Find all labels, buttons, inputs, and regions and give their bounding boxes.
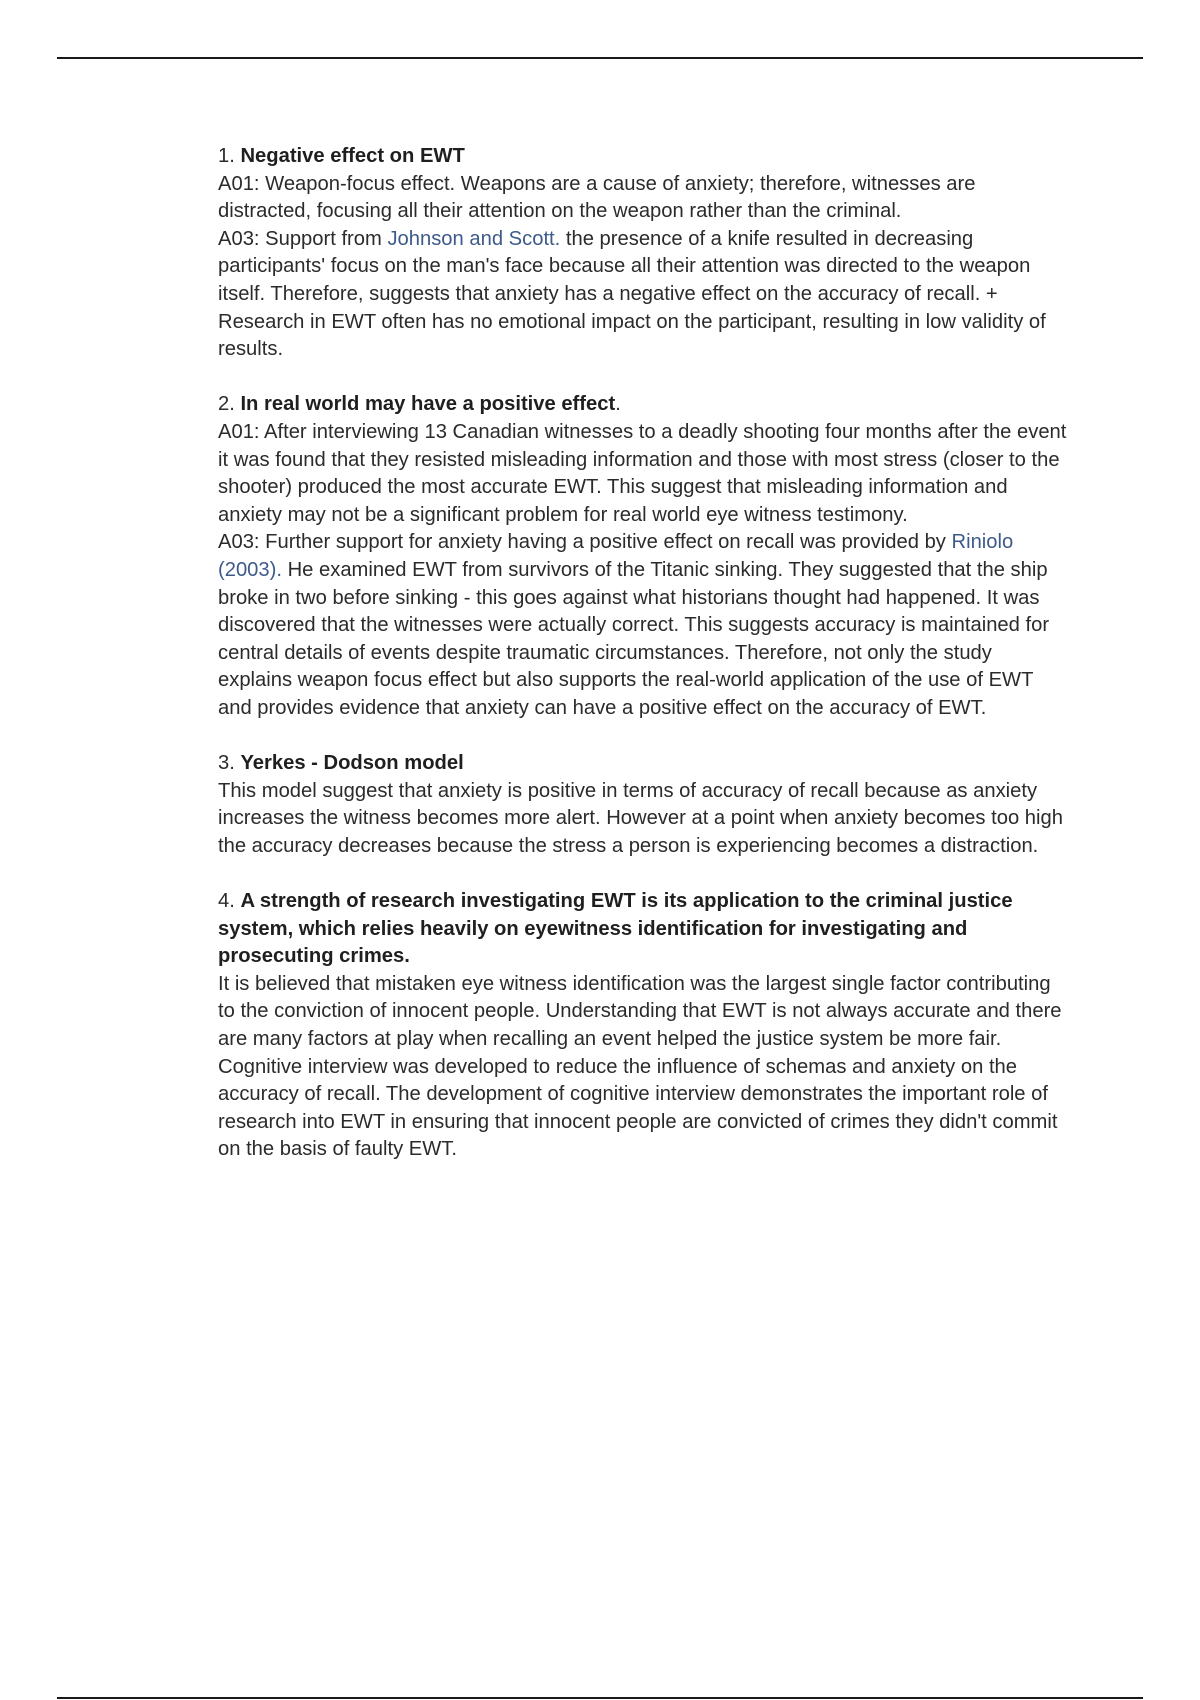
paragraph-text: A03: Support from xyxy=(218,227,388,250)
section-number: 1. xyxy=(218,145,235,167)
section-number: 3. xyxy=(218,752,235,775)
section-yerkes-dodson xyxy=(218,750,1068,860)
section-number: 4. xyxy=(218,890,235,913)
top-rule xyxy=(57,57,1143,59)
paragraph-ao1: A01: Weapon-focus effect. Weapons are a cause of anxiety; therefore, witnesses are distracted, focusing all their attention on the weapon rather than the criminal. xyxy=(218,172,976,223)
section-title: In real world may have a positive effect xyxy=(240,393,616,416)
citation-link-johnson-scott[interactable]: Johnson and Scott. xyxy=(387,227,561,250)
section-positive-effect xyxy=(218,391,1068,722)
section-negative-effect xyxy=(218,143,1068,364)
section-heading xyxy=(218,888,1068,971)
paragraph-ao3 xyxy=(218,529,1068,722)
section-heading xyxy=(218,750,1068,778)
paragraph-text: the presence of a knife resulted in decreasing participants' focus on the man's face because all their attention was directed to the weapon itself. Therefore, suggests that anxiety has a negative effect on the accuracy of recall. + Research in EWT often has no emotional impact on the participant, resulting in low validity of results. xyxy=(218,227,1046,361)
section-heading xyxy=(218,391,1068,419)
section-title: Negative effect on EWT xyxy=(240,145,465,167)
section-heading xyxy=(218,143,1068,171)
section-title: A strength of research investigating EWT is its application to the criminal justice system, which relies heavily on eyewitness identification for investigating and prosecuting crimes. xyxy=(218,890,1013,968)
paragraph-ao1: A01: After interviewing 13 Canadian witnesses to a deadly shooting four months after the event it was found that they resisted misleading information and those with most stress (closer to the shooter) produced the most accurate EWT. This suggest that misleading information and anxiety may not be a significant problem for real world eye witness testimony. xyxy=(218,420,1067,526)
paragraph-ao3 xyxy=(218,226,1068,364)
paragraph-text: A03: Further support for anxiety having a positive effect on recall was provided by xyxy=(218,531,952,554)
paragraph-text: This model suggest that anxiety is positive in terms of accuracy of recall because as anxiety increases the witness becomes more alert. However at a point when anxiety becomes too high the accuracy decreases because the stress a person is experiencing becomes a distraction. xyxy=(218,779,1063,857)
paragraph-text: It is believed that mistaken eye witness identification was the largest single factor contributing to the conviction of innocent people. Understanding that EWT is not always accurate and there are many factors at play when recalling an event helped the justice system be more fair. Cognitive interview was developed to reduce the influence of schemas and anxiety on the accuracy of recall. The development of cognitive interview demonstrates the important role of research into EWT in ensuring that innocent people are convicted of crimes they didn't commit on the basis of faulty EWT. xyxy=(218,972,1062,1161)
citation-link-riniolo[interactable]: Riniolo (2003). xyxy=(218,531,1014,581)
paragraph-text: He examined EWT from survivors of the Titanic sinking. They suggested that the ship broke in two before sinking - this goes against what historians thought had happened. It was discovered that the witnesses were actually correct. This suggests accuracy is maintained for central details of events despite traumatic circumstances. Therefore, not only the study explains weapon focus effect but also supports the real-world application of the use of EWT and provides evidence that anxiety can have a positive effect on the accuracy of EWT. xyxy=(218,558,1050,719)
document-body xyxy=(218,143,1068,1192)
section-title: Yerkes - Dodson model xyxy=(240,752,464,775)
section-criminal-justice xyxy=(218,888,1068,1164)
section-number: 2. xyxy=(218,393,235,416)
section-title-suffix: . xyxy=(615,393,621,416)
bottom-rule xyxy=(57,1697,1143,1699)
